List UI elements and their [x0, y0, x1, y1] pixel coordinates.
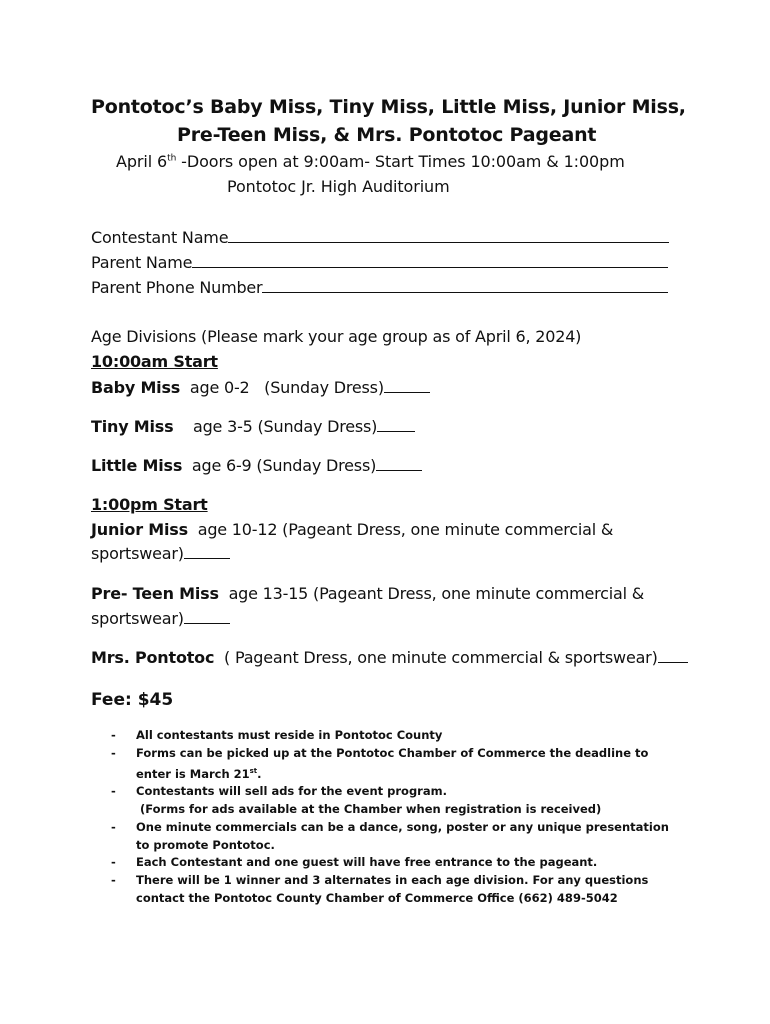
division-desc: age 13-15 (Pageant Dress, one minute commercial & [218, 584, 645, 603]
date-line [116, 152, 625, 171]
list-item [111, 745, 681, 783]
note-text-end: . [257, 766, 262, 781]
division-junior-miss-cont [91, 544, 230, 563]
division-name: Baby Miss [91, 378, 181, 397]
note-sup: st [249, 766, 258, 775]
rules-list [111, 727, 681, 908]
division-desc-cont: sportswear) [91, 544, 184, 563]
contestant-name-label: Contestant Name [91, 228, 229, 247]
parent-phone-field[interactable] [91, 278, 668, 297]
division-name: Junior Miss [91, 520, 188, 539]
division-desc: age 6-9 (Sunday Dress) [182, 456, 377, 475]
parent-phone-label: Parent Phone Number [91, 278, 263, 297]
list-item: - Each Contestant and one guest will have free entrance to the pageant. [111, 854, 681, 872]
mark-blank[interactable] [184, 546, 230, 559]
division-desc: age 0-2 (Sunday Dress) [180, 378, 384, 397]
mark-blank[interactable] [377, 419, 415, 432]
list-item: - All contestants must reside in Pontotoc County [111, 727, 681, 745]
division-desc-cont: sportswear) [91, 609, 184, 628]
division-desc: ( Pageant Dress, one minute commercial & sportswear) [214, 648, 658, 667]
division-preteen-miss-cont [91, 609, 230, 628]
session-10am-heading: 10:00am Start [91, 352, 218, 371]
session-1pm-heading: 1:00pm Start [91, 495, 208, 514]
note-text: Contestants will sell ads for the event program. [136, 784, 447, 799]
entry-fee: Fee: $45 [91, 690, 174, 710]
mark-blank[interactable] [384, 380, 430, 393]
age-divisions-intro: Age Divisions (Please mark your age group as of April 6, 2024) [91, 327, 582, 346]
list-item: - There will be 1 winner and 3 alternates in each age division. For any questions contact the Pontotoc County Chamber of Commerce Office (662) 489-5042 [111, 872, 681, 908]
mark-blank[interactable] [658, 650, 688, 663]
contestant-name-field[interactable] [91, 228, 669, 247]
division-junior-miss [91, 520, 613, 539]
note-subtext: (Forms for ads available at the Chamber when registration is received) [140, 802, 602, 817]
division-little-miss [91, 456, 422, 475]
list-item: - One minute commercials can be a dance, song, poster or any unique presentation to promote Pontotoc. [111, 819, 681, 855]
parent-name-blank[interactable] [192, 255, 668, 268]
mark-blank[interactable] [184, 611, 230, 624]
contestant-name-blank[interactable] [228, 230, 669, 243]
mark-blank[interactable] [376, 458, 422, 471]
division-name: Little Miss [91, 456, 183, 475]
title-line-1: Pontotoc’s Baby Miss, Tiny Miss, Little Miss, Junior Miss, [91, 96, 686, 118]
division-name: Tiny Miss [91, 417, 174, 436]
division-preteen-miss [91, 584, 644, 603]
parent-name-field[interactable] [91, 253, 668, 272]
division-desc: age 10-12 (Pageant Dress, one minute commercial & [187, 520, 614, 539]
venue: Pontotoc Jr. High Auditorium [227, 177, 450, 196]
date-day: April 6 [116, 152, 168, 171]
division-name: Mrs. Pontotoc [91, 648, 215, 667]
title-line-2: Pre-Teen Miss, & Mrs. Pontotoc Pageant [177, 124, 597, 146]
division-mrs-pontotoc [91, 648, 688, 667]
division-desc: age 3-5 (Sunday Dress) [173, 417, 378, 436]
division-tiny-miss [91, 417, 415, 436]
date-suffix: th [167, 153, 177, 164]
division-name: Pre- Teen Miss [91, 584, 219, 603]
list-item [111, 783, 681, 819]
parent-name-label: Parent Name [91, 253, 193, 272]
date-times: -Doors open at 9:00am- Start Times 10:00am & 1:00pm [176, 152, 625, 171]
note-text: Forms can be picked up at the Pontotoc Chamber of Commerce the deadline to enter is March 21 [136, 745, 649, 781]
parent-phone-blank[interactable] [262, 280, 668, 293]
division-baby-miss [91, 378, 430, 397]
